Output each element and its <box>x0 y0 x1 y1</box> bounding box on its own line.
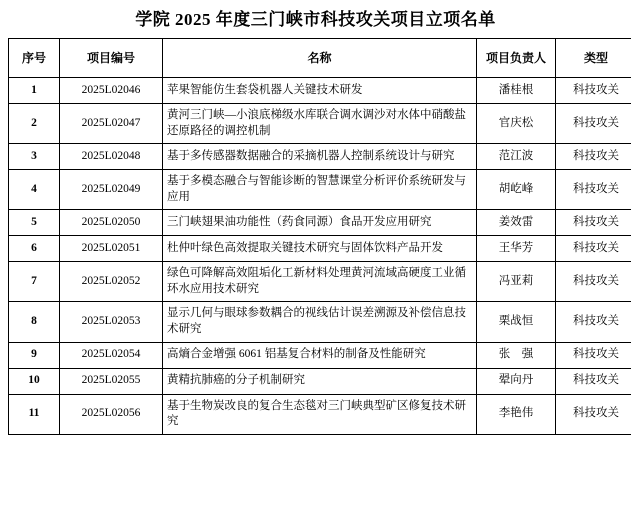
cell-type: 科技攻关 <box>556 210 631 236</box>
column-header-code: 项目编号 <box>60 39 163 78</box>
column-header-seq: 序号 <box>9 39 60 78</box>
table-row <box>9 104 631 144</box>
cell-code: 2025L02053 <box>60 302 163 342</box>
cell-name: 黄河三门峡—小浪底梯级水库联合调水调沙对水体中硝酸盐还原路径的调控机制 <box>163 104 477 144</box>
cell-type: 科技攻关 <box>556 170 631 210</box>
cell-type: 科技攻关 <box>556 262 631 302</box>
cell-leader: 王华芳 <box>477 236 556 262</box>
cell-name: 基于多模态融合与智能诊断的智慧课堂分析评价系统研发与应用 <box>163 170 477 210</box>
cell-type: 科技攻关 <box>556 104 631 144</box>
table-row <box>9 210 631 236</box>
cell-leader: 栗战恒 <box>477 302 556 342</box>
cell-name: 黄精抗肺癌的分子机制研究 <box>163 368 477 394</box>
page-title: 学院 2025 年度三门峡市科技攻关项目立项名单 <box>135 10 496 29</box>
table-row <box>9 368 631 394</box>
cell-code: 2025L02050 <box>60 210 163 236</box>
table-row <box>9 394 631 434</box>
cell-name: 显示几何与眼球参数耦合的视线估计误差溯源及补偿信息技术研究 <box>163 302 477 342</box>
cell-name: 高熵合金增强 6061 铝基复合材料的制备及性能研究 <box>163 342 477 368</box>
table-body <box>9 78 631 434</box>
cell-seq: 6 <box>9 236 60 262</box>
column-header-leader: 项目负责人 <box>477 39 556 78</box>
cell-code: 2025L02056 <box>60 394 163 434</box>
table-row <box>9 262 631 302</box>
cell-type: 科技攻关 <box>556 302 631 342</box>
column-header-name: 名称 <box>163 39 477 78</box>
cell-seq: 10 <box>9 368 60 394</box>
table-row <box>9 170 631 210</box>
table-row <box>9 342 631 368</box>
cell-type: 科技攻关 <box>556 78 631 104</box>
column-header-type: 类型 <box>556 39 631 78</box>
table-row <box>9 144 631 170</box>
table-header-row <box>9 39 631 78</box>
cell-name: 苹果智能仿生套袋机器人关键技术研发 <box>163 78 477 104</box>
cell-seq: 5 <box>9 210 60 236</box>
project-list-table <box>8 38 631 434</box>
cell-code: 2025L02052 <box>60 262 163 302</box>
cell-leader: 胡屹峰 <box>477 170 556 210</box>
cell-type: 科技攻关 <box>556 236 631 262</box>
cell-leader: 官庆松 <box>477 104 556 144</box>
cell-seq: 1 <box>9 78 60 104</box>
cell-leader: 姜效雷 <box>477 210 556 236</box>
cell-seq: 9 <box>9 342 60 368</box>
table-row <box>9 302 631 342</box>
cell-name: 绿色可降解高效阻垢化工新材料处理黄河流域高硬度工业循环水应用技术研究 <box>163 262 477 302</box>
cell-code: 2025L02046 <box>60 78 163 104</box>
cell-code: 2025L02049 <box>60 170 163 210</box>
cell-name: 杜仲叶绿色高效提取关键技术研究与固体饮料产品开发 <box>163 236 477 262</box>
cell-code: 2025L02051 <box>60 236 163 262</box>
cell-code: 2025L02047 <box>60 104 163 144</box>
cell-seq: 8 <box>9 302 60 342</box>
cell-type: 科技攻关 <box>556 342 631 368</box>
cell-leader: 翚向丹 <box>477 368 556 394</box>
cell-code: 2025L02048 <box>60 144 163 170</box>
cell-leader: 范江波 <box>477 144 556 170</box>
cell-seq: 4 <box>9 170 60 210</box>
cell-seq: 11 <box>9 394 60 434</box>
cell-leader: 李艳伟 <box>477 394 556 434</box>
cell-code: 2025L02054 <box>60 342 163 368</box>
table-row <box>9 78 631 104</box>
cell-leader: 张 强 <box>477 342 556 368</box>
cell-seq: 2 <box>9 104 60 144</box>
cell-code: 2025L02055 <box>60 368 163 394</box>
cell-type: 科技攻关 <box>556 144 631 170</box>
cell-name: 基于生物炭改良的复合生态毯对三门峡典型矿区修复技术研究 <box>163 394 477 434</box>
table-row <box>9 236 631 262</box>
cell-seq: 7 <box>9 262 60 302</box>
cell-type: 科技攻关 <box>556 368 631 394</box>
cell-type: 科技攻关 <box>556 394 631 434</box>
cell-leader: 冯亚莉 <box>477 262 556 302</box>
table-header <box>9 39 631 78</box>
cell-leader: 潘桂根 <box>477 78 556 104</box>
cell-name: 基于多传感器数据融合的采摘机器人控制系统设计与研究 <box>163 144 477 170</box>
cell-seq: 3 <box>9 144 60 170</box>
cell-name: 三门峡翅果油功能性（药食同源）食品开发应用研究 <box>163 210 477 236</box>
